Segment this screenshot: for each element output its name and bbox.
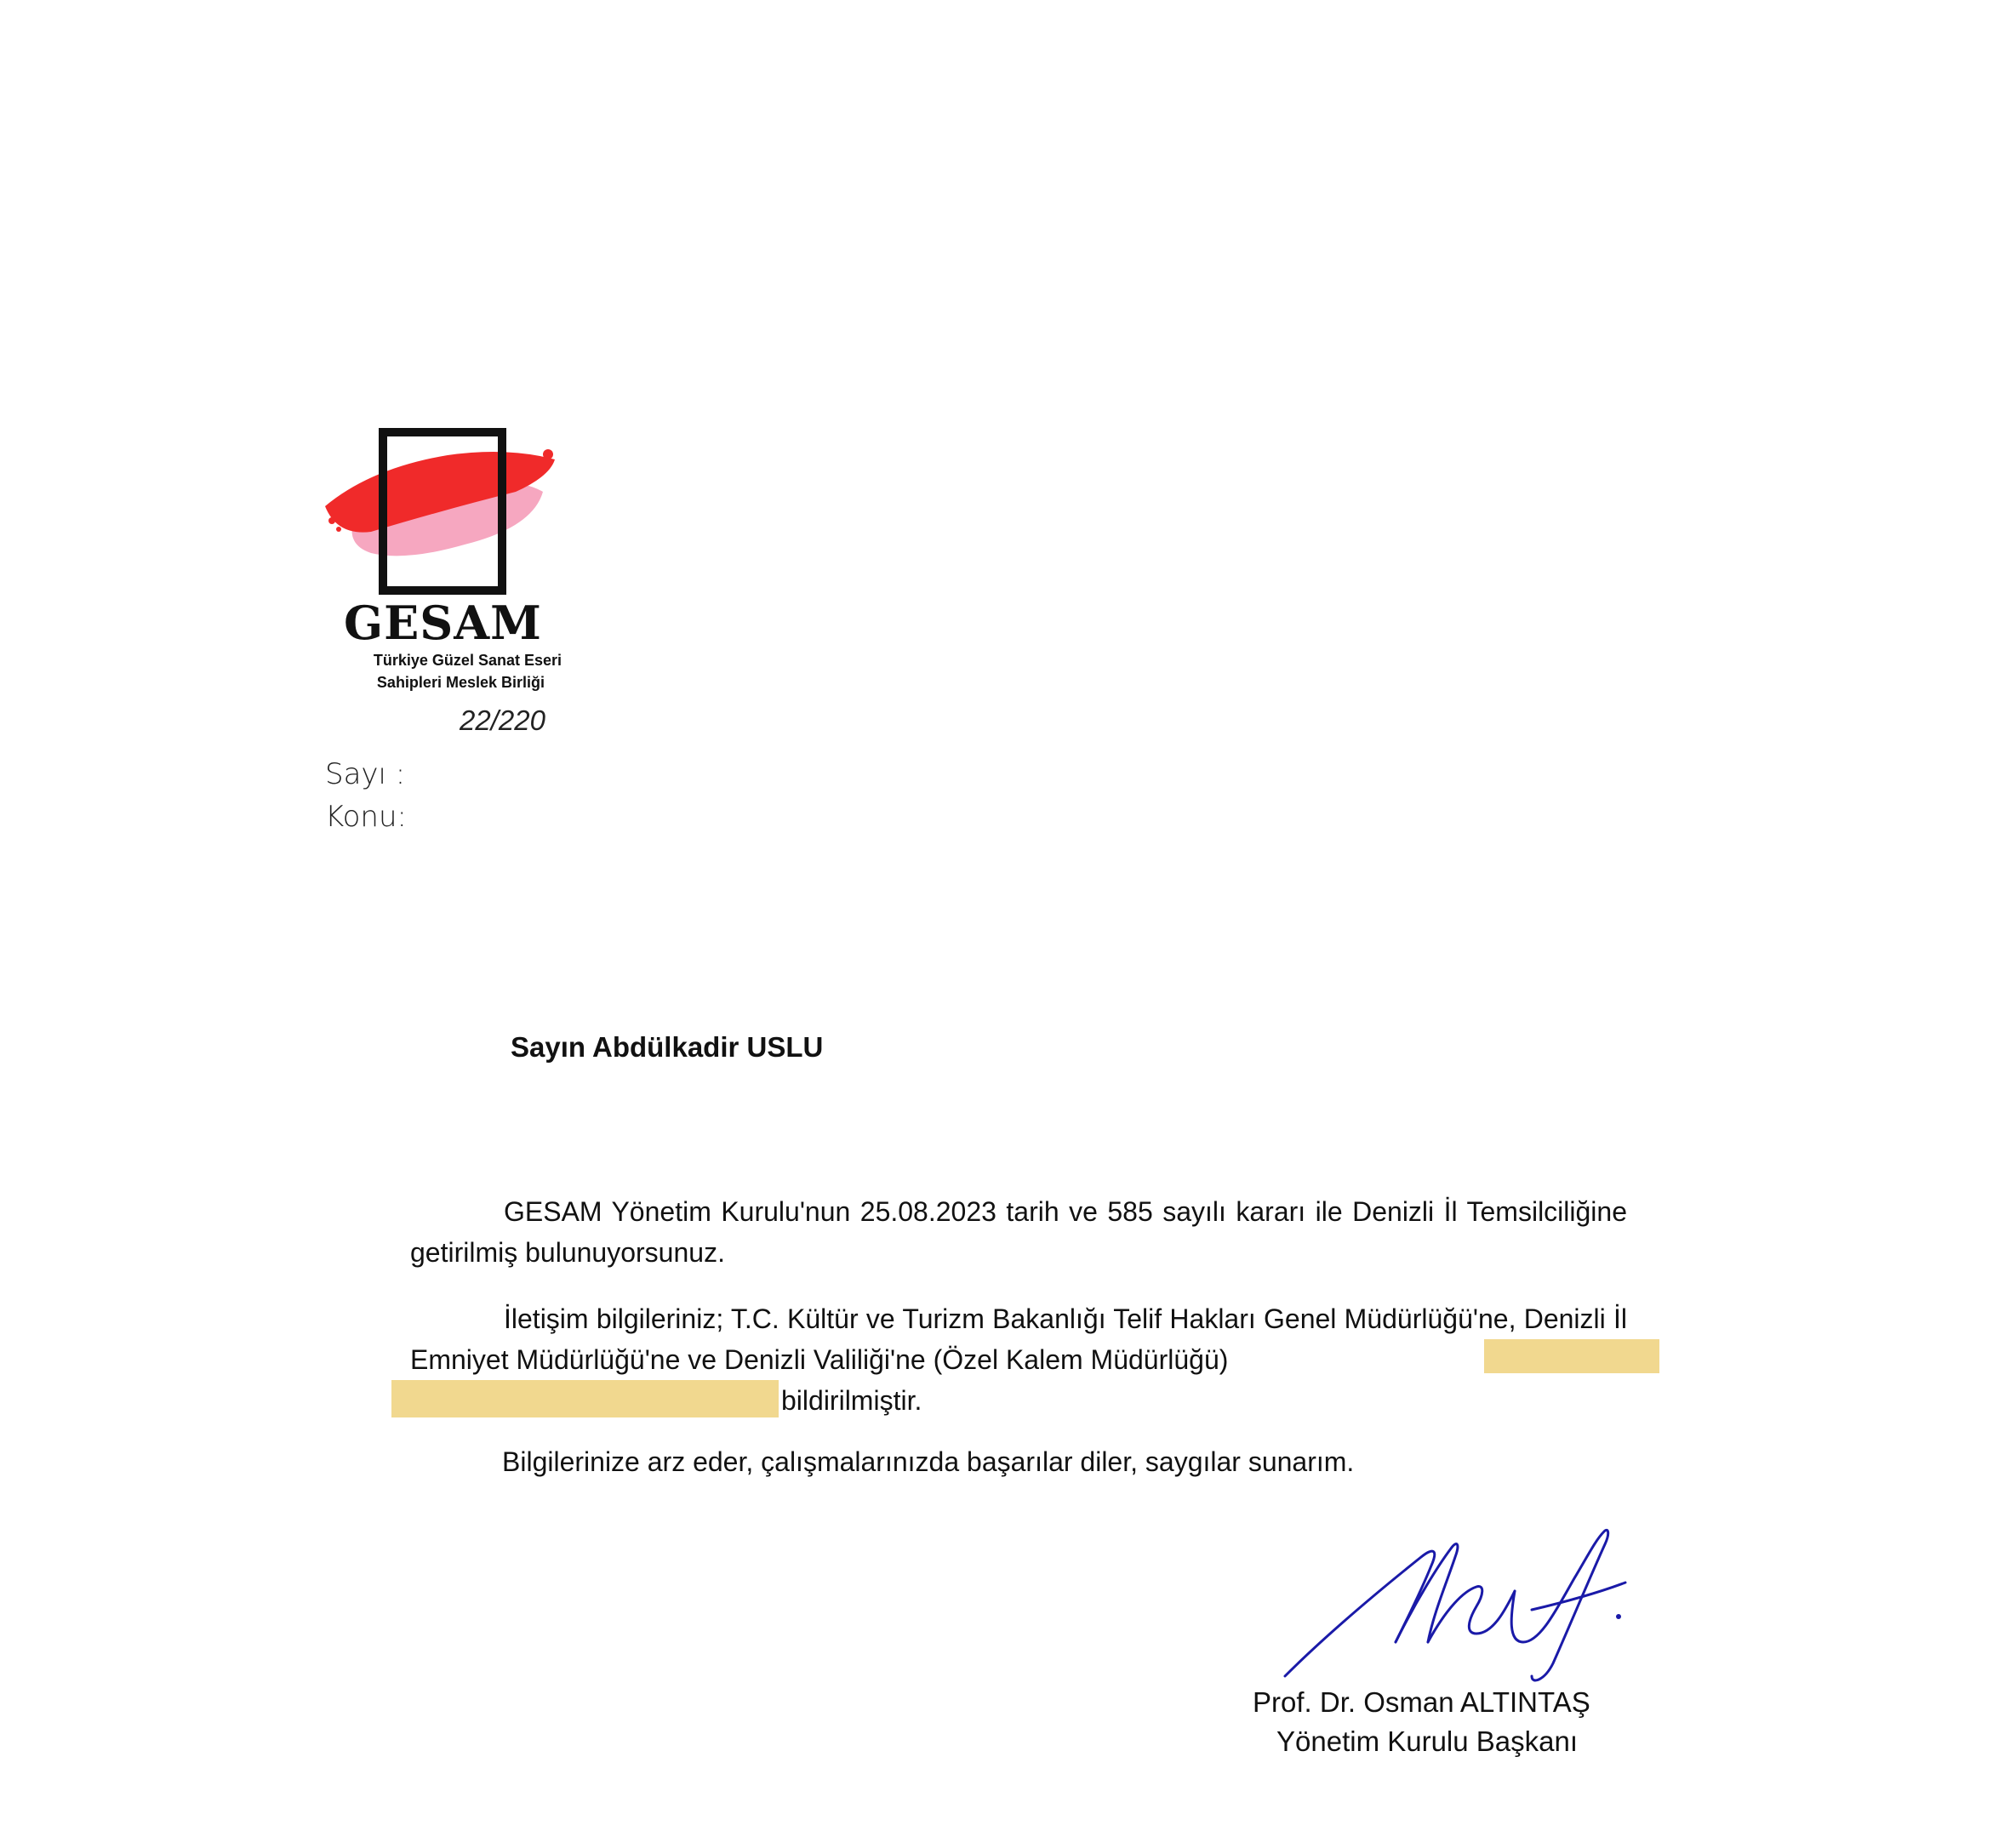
gesam-logo bbox=[320, 425, 567, 698]
redaction-block bbox=[391, 1380, 779, 1417]
paragraph-1-text: GESAM Yönetim Kurulu'nun 25.08.2023 tarih ve 585 sayılı kararı ile Denizli İl Temsilciliğine getirilmiş bulunuyorsunuz. bbox=[410, 1196, 1627, 1268]
sayi-label: Sayı : bbox=[325, 757, 406, 791]
paragraph-contact bbox=[410, 1298, 1627, 1380]
closing-line: Bilgilerinize arz eder, çalışmalarınızda başarılar diler, saygılar sunarım. bbox=[502, 1446, 1355, 1477]
handwritten-signature bbox=[1276, 1514, 1651, 1693]
logo-name: GESAM bbox=[344, 596, 542, 650]
logo-subtitle-line2: Sahipleri Meslek Birliği bbox=[376, 674, 545, 691]
logo-subtitle-line1: Türkiye Güzel Sanat Eseri bbox=[373, 652, 562, 669]
redaction-block bbox=[1484, 1339, 1659, 1373]
konu-label: Konu: bbox=[325, 800, 407, 834]
handwritten-document-number: 22/220 bbox=[460, 704, 545, 736]
paragraph-appointment bbox=[410, 1191, 1627, 1273]
salutation: Sayın Abdülkadir USLU bbox=[511, 1031, 824, 1063]
signatory-title: Yönetim Kurulu Başkanı bbox=[1276, 1725, 1579, 1757]
paragraph-2-text: İletişim bilgileriniz; T.C. Kültür ve Turizm Bakanlığı Telif Hakları Genel Müdürlüğü'ne, Denizli İl Emniyet Müdürlüğü'ne ve Denizli Valiliği'ne (Özel Kalem Müdürlüğü) bbox=[410, 1303, 1627, 1375]
signatory-name: Prof. Dr. Osman ALTINTAŞ bbox=[1253, 1686, 1590, 1718]
paragraph-2-end: bildirilmiştir. bbox=[781, 1385, 922, 1416]
logo-mark-icon bbox=[320, 425, 567, 596]
